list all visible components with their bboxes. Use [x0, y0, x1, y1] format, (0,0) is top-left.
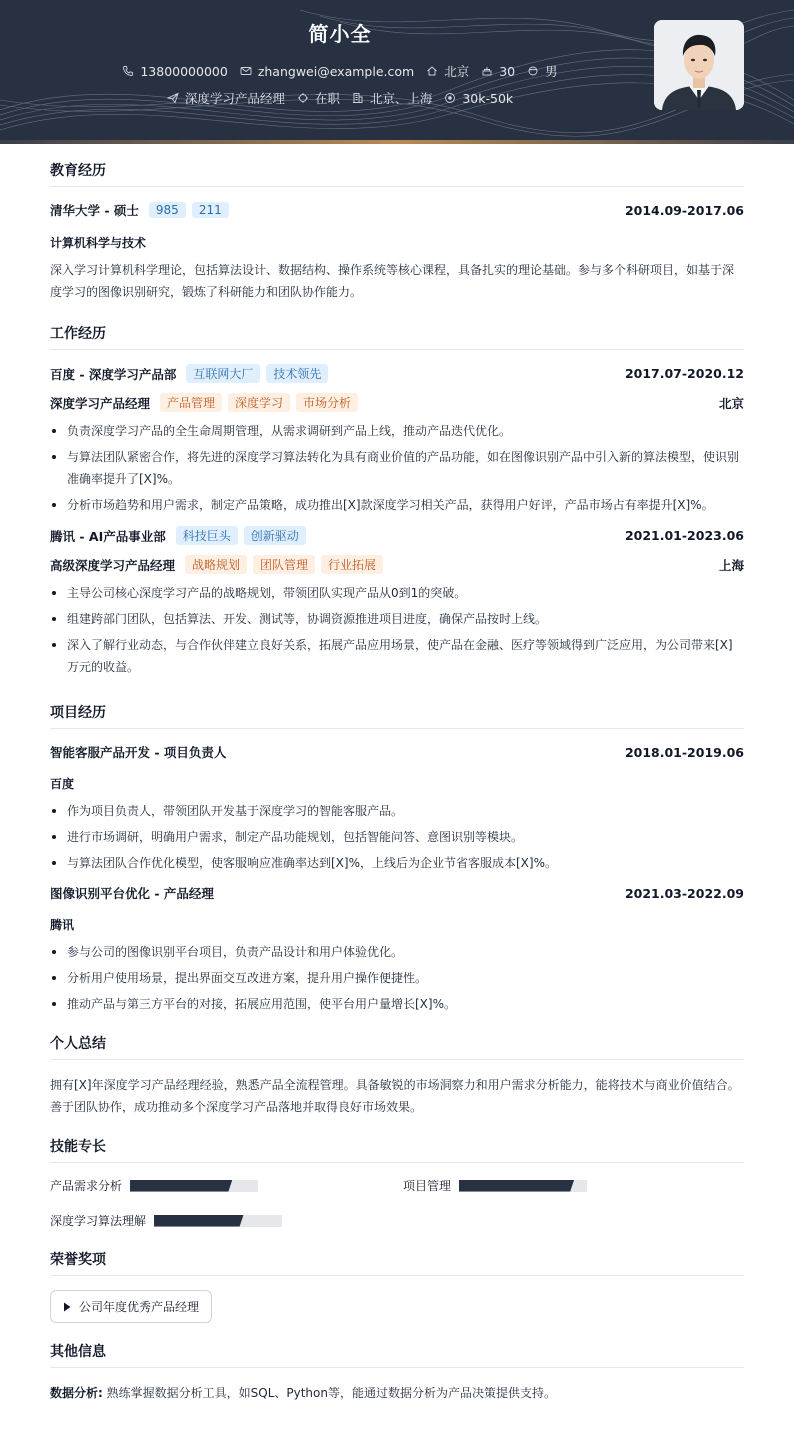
email-item: [240, 64, 414, 79]
section-title: 工作经历: [50, 323, 744, 350]
company-name: 腾讯 - AI产品事业部: [50, 528, 166, 544]
project-org: 腾讯: [50, 918, 75, 932]
work-location: 北京: [718, 395, 744, 411]
age-text: 30: [499, 63, 516, 79]
work-section: [50, 323, 744, 678]
section-title: 荣誉奖项: [50, 1249, 744, 1276]
skill-tag: 团队管理: [253, 555, 315, 574]
skill-tag: 产品管理: [160, 393, 222, 412]
send-icon: [167, 92, 179, 104]
work-position-row: [50, 555, 744, 574]
skill-bar: [130, 1180, 258, 1192]
skill-tag: 深度学习: [228, 393, 290, 412]
email-text: zhangwei@example.com: [257, 63, 415, 79]
section-title: 个人总结: [50, 1033, 744, 1060]
school-tag: 211: [192, 202, 229, 218]
profile-photo: [654, 20, 744, 110]
summary-text: 拥有[X]年深度学习产品经理经验，熟悉产品全流程管理。具备敏锐的市场洞察力和用户需求分析能力，能将技术与商业价值结合。善于团队协作，成功推动多个深度学习产品落地并取得良好市场效果。: [50, 1078, 740, 1114]
company-tag: 创新驱动: [244, 526, 306, 545]
section-title: 技能专长: [50, 1136, 744, 1163]
phone-item: [122, 64, 227, 79]
salary-item: [444, 91, 513, 106]
coin-icon: [444, 92, 456, 104]
awards-section: [50, 1249, 744, 1323]
work-item: [50, 526, 744, 678]
resume-header: [0, 0, 794, 140]
project-bullets: [50, 800, 744, 874]
phone-icon: [122, 65, 134, 77]
skill-item: [50, 1212, 403, 1229]
list-item: 进行市场调研，明确用户需求，制定产品功能规划，包括智能问答、意图识别等模块。: [50, 826, 744, 848]
gender-item: [527, 62, 558, 80]
project-period: 2018.01-2019.06: [624, 744, 744, 760]
award-label: 公司年度优秀产品经理: [79, 1300, 200, 1314]
project-bullets: [50, 941, 744, 1015]
list-item: 推动产品与第三方平台的对接，拓展应用范围，使平台用户量增长[X]%。: [50, 993, 744, 1015]
work-bullets: [50, 582, 744, 678]
avatar: [654, 20, 744, 110]
phone-text: 13800000000: [140, 63, 228, 79]
work-position-row: [50, 393, 744, 412]
job-target-text: 深度学习产品经理: [184, 91, 285, 106]
position-name: 深度学习产品经理: [50, 395, 151, 411]
company-tag: 科技巨头: [176, 526, 238, 545]
skill-bar: [459, 1180, 587, 1192]
status-text: 在职: [314, 91, 340, 106]
list-item: 分析用户使用场景，提出界面交互改进方案，提升用户操作便捷性。: [50, 967, 744, 989]
section-title: 项目经历: [50, 702, 744, 729]
project-name: 图像识别平台优化 - 产品经理: [50, 886, 214, 901]
other-info-line: [50, 1382, 744, 1404]
project-item: [50, 743, 744, 874]
skill-bar-fill: [154, 1215, 244, 1227]
list-item: 作为项目负责人，带领团队开发基于深度学习的智能客服产品。: [50, 800, 744, 822]
home-icon: [426, 65, 438, 77]
project-item: [50, 884, 744, 1015]
skill-bar-fill: [459, 1180, 574, 1192]
position-name: 高级深度学习产品经理: [50, 557, 176, 573]
project-header-row: [50, 884, 744, 902]
company-name: 百度 - 深度学习产品部: [50, 366, 177, 382]
work-company-row: [50, 364, 744, 383]
company-tag: 技术领先: [266, 364, 328, 383]
gender-text: 男: [545, 64, 558, 79]
award-item-toggle[interactable]: [50, 1290, 212, 1323]
skill-bar: [154, 1215, 282, 1227]
status-item: [297, 89, 340, 107]
project-org: 百度: [50, 777, 75, 791]
school-tag: 985: [149, 202, 186, 218]
candidate-name: 简小全: [308, 22, 372, 46]
skills-section: [50, 1136, 744, 1229]
list-item: 参与公司的图像识别平台项目，负责产品设计和用户体验优化。: [50, 941, 744, 963]
education-period: 2014.09-2017.06: [624, 202, 744, 218]
caret-right-icon: [63, 1302, 71, 1312]
work-period: 2017.07-2020.12: [624, 366, 744, 381]
skill-item: [403, 1177, 744, 1194]
work-company-row: [50, 526, 744, 545]
skill-name: 产品需求分析: [50, 1179, 123, 1193]
work-location: 上海: [718, 557, 744, 573]
skills-grid: [50, 1177, 744, 1229]
school-name: 清华大学 - 硕士: [50, 203, 139, 218]
building-icon: [352, 92, 364, 104]
list-item: 与算法团队紧密合作，将先进的深度学习算法转化为具有商业价值的产品功能，如在图像识别产品中引入新的算法模型，使识别准确率提升了[X]%。: [50, 446, 744, 490]
project-section: [50, 702, 744, 1015]
salary-text: 30k-50k: [462, 90, 514, 106]
section-title: 教育经历: [50, 160, 744, 187]
list-item: 组建跨部门团队，包括算法、开发、测试等，协调资源推进项目进度，确保产品按时上线。: [50, 608, 744, 630]
locations-text: 北京、上海: [369, 91, 433, 106]
company-tag: 互联网大厂: [186, 364, 260, 383]
email-icon: [240, 65, 252, 77]
contact-row: [0, 62, 680, 80]
education-section: [50, 160, 744, 303]
resume-body: [50, 160, 744, 1404]
gender-icon: [527, 65, 539, 77]
skill-tag: 行业拓展: [321, 555, 383, 574]
summary-section: [50, 1033, 744, 1118]
other-label: 数据分析:: [50, 1386, 103, 1400]
project-name: 智能客服产品开发 - 项目负责人: [50, 745, 227, 760]
list-item: 负责深度学习产品的全生命周期管理，从需求调研到产品上线，推动产品迭代优化。: [50, 420, 744, 442]
section-title: 其他信息: [50, 1341, 744, 1368]
list-item: 主导公司核心深度学习产品的战略规划，带领团队实现产品从0到1的突破。: [50, 582, 744, 604]
list-item: 分析市场趋势和用户需求，制定产品策略，成功推出[X]款深度学习相关产品，获得用户好评，产品市场占有率提升[X]%。: [50, 494, 744, 516]
city-item: [426, 62, 469, 80]
job-target-item: [167, 89, 285, 107]
work-period: 2021.01-2023.06: [624, 528, 744, 543]
cake-icon: [481, 65, 493, 77]
education-header-row: [50, 201, 744, 219]
age-item: [481, 64, 515, 79]
skill-name: 深度学习算法理解: [50, 1214, 147, 1228]
list-item: 深入了解行业动态，与合作伙伴建立良好关系，拓展产品应用场景，使产品在金融、医疗等领域得到广泛应用，为公司带来[X]万元的收益。: [50, 634, 744, 678]
status-icon: [297, 92, 309, 104]
header-accent-bar: [0, 140, 794, 144]
skill-bar-fill: [130, 1180, 232, 1192]
project-period: 2021.03-2022.09: [624, 885, 744, 901]
list-item: 与算法团队合作优化模型，使客服响应准确率达到[X]%，上线后为企业节省客服成本[X]%。: [50, 852, 744, 874]
project-header-row: [50, 743, 744, 761]
skill-item: [50, 1177, 403, 1194]
skill-name: 项目管理: [403, 1179, 452, 1193]
work-item: [50, 364, 744, 516]
other-section: [50, 1341, 744, 1404]
work-bullets: [50, 420, 744, 516]
education-description: 深入学习计算机科学理论，包括算法设计、数据结构、操作系统等核心课程，具备扎实的理论基础。参与多个科研项目，如基于深度学习的图像识别研究，锻炼了科研能力和团队协作能力。: [50, 263, 735, 299]
job-intent-row: [0, 89, 680, 107]
skill-tag: 战略规划: [185, 555, 247, 574]
skill-tag: 市场分析: [296, 393, 358, 412]
city-text: 北京: [444, 64, 470, 79]
major-name: 计算机科学与技术: [50, 236, 147, 250]
other-text: 熟练掌握数据分析工具，如SQL、Python等，能通过数据分析为产品决策提供支持。: [106, 1386, 556, 1400]
locations-item: [352, 89, 433, 107]
